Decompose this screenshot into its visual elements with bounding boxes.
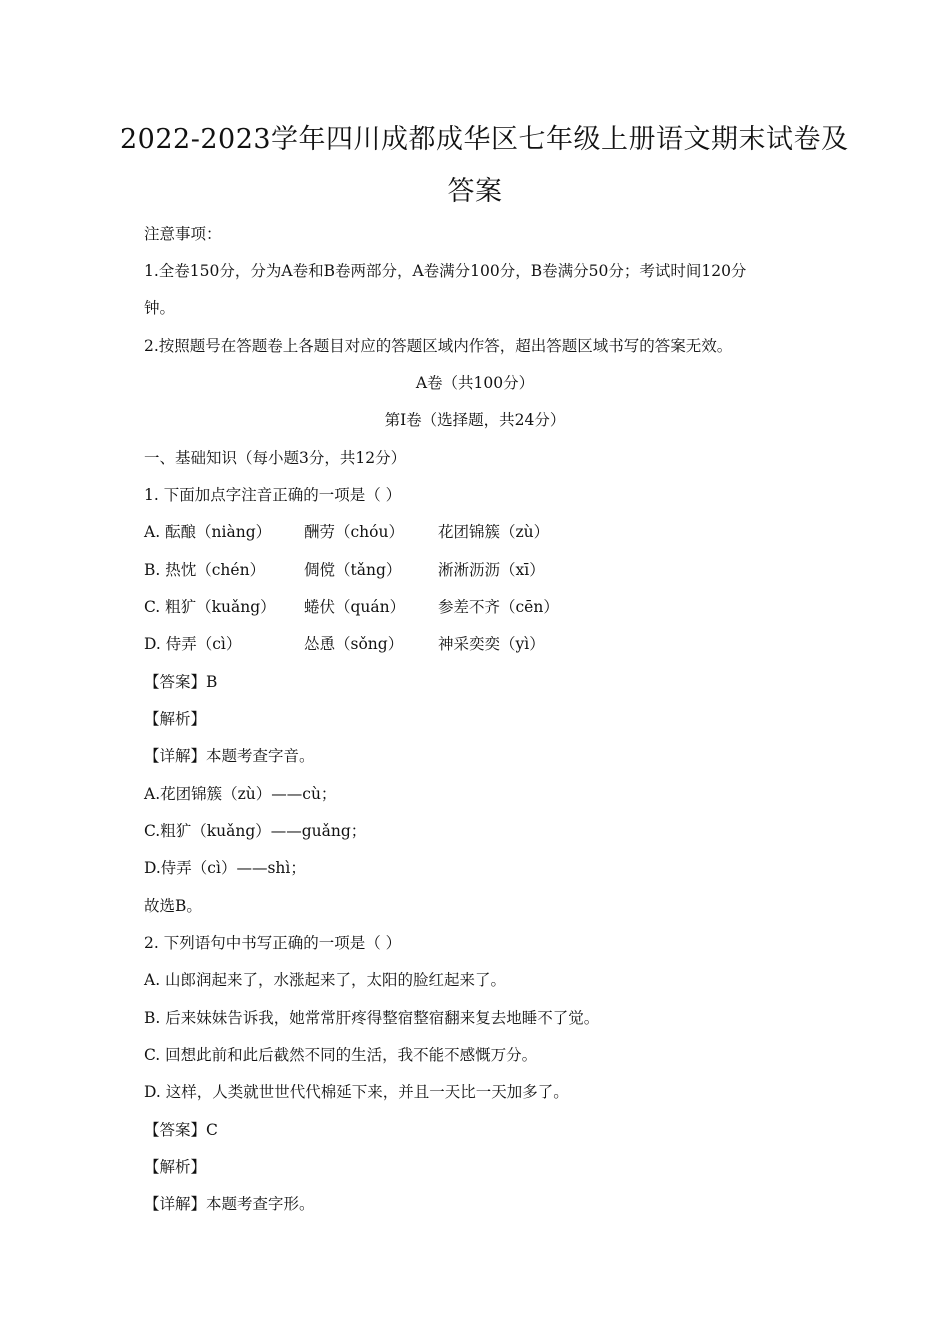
option-b-item-2: 倜傥（tǎng） — [304, 561, 402, 579]
notes-item-2: 2.按照题号在答题卷上各题目对应的答题区域内作答，超出答题区域书写的答案无效。 — [144, 337, 733, 355]
option-b-item-3: 淅淅沥沥（xī） — [438, 561, 545, 579]
option-b-item-1: B. 热忱（chén） — [144, 561, 266, 579]
option-c-item-2: 蜷伏（quán） — [304, 598, 406, 616]
question-1-option-c — [144, 597, 806, 617]
question-1-note-c: C.粗犷（kuǎng）——guǎng； — [144, 822, 367, 840]
question-1-option-a — [144, 522, 806, 542]
question-2-analysis: 【解析】 — [144, 1158, 207, 1176]
question-2-option-a: A. 山郎润起来了，水涨起来了，太阳的脸红起来了。 — [144, 971, 507, 989]
question-2-detail: 【详解】本题考查字形。 — [144, 1195, 315, 1213]
option-d-item-3: 神采奕奕（yì） — [438, 635, 545, 653]
question-1-note-d: D.侍弄（cì）——shì； — [144, 859, 306, 877]
question-2-option-d: D. 这样，人类就世世代代棉延下来，并且一天比一天加多了。 — [144, 1083, 569, 1101]
document-title-line-2: 答案 — [447, 176, 503, 207]
question-2-answer: 【答案】C — [144, 1121, 218, 1139]
question-1-stem: 1. 下面加点字注音正确的一项是（ ） — [144, 486, 402, 504]
question-1-note-a: A.花团锦簇（zù）——cù； — [144, 785, 337, 803]
question-2-stem: 2. 下列语句中书写正确的一项是（ ） — [144, 934, 402, 952]
question-1-conclusion: 故选B。 — [144, 897, 202, 915]
question-1-detail: 【详解】本题考查字音。 — [144, 747, 315, 765]
section-part-a: A卷（共100分） — [415, 374, 535, 392]
section-basics: 一、基础知识（每小题3分，共12分） — [144, 449, 407, 467]
option-c-item-3: 参差不齐（cēn） — [438, 598, 559, 616]
notes-item-1: 1.全卷150分，分为A卷和B卷两部分，A卷满分100分，B卷满分50分；考试时间120分 — [144, 262, 747, 280]
document-title-line-1: 2022-2023学年四川成都成华区七年级上册语文期末试卷及 — [120, 124, 849, 155]
question-1-option-b — [144, 560, 806, 580]
option-a-item-3: 花团锦簇（zù） — [438, 523, 550, 541]
option-c-item-1: C. 粗犷（kuǎng） — [144, 598, 276, 616]
option-d-item-1: D. 侍弄（cì） — [144, 635, 242, 653]
question-2-option-b: B. 后来妹妹告诉我，她常常肝疼得整宿整宿翻来复去地睡不了觉。 — [144, 1009, 600, 1027]
notes-item-1-continued: 钟。 — [144, 299, 176, 317]
question-1-option-d — [144, 634, 806, 654]
question-2-option-c: C. 回想此前和此后截然不同的生活，我不能不感慨万分。 — [144, 1046, 538, 1064]
option-a-item-2: 酬劳（chóu） — [304, 523, 404, 541]
option-d-item-2: 怂恿（sǒng） — [304, 635, 404, 653]
question-1-analysis: 【解析】 — [144, 710, 207, 728]
section-volume-1: 第Ⅰ卷（选择题，共24分） — [384, 411, 566, 429]
notes-heading: 注意事项： — [144, 225, 222, 243]
option-a-item-1: A. 酝酿（niàng） — [144, 523, 272, 541]
question-1-answer: 【答案】B — [144, 673, 218, 691]
